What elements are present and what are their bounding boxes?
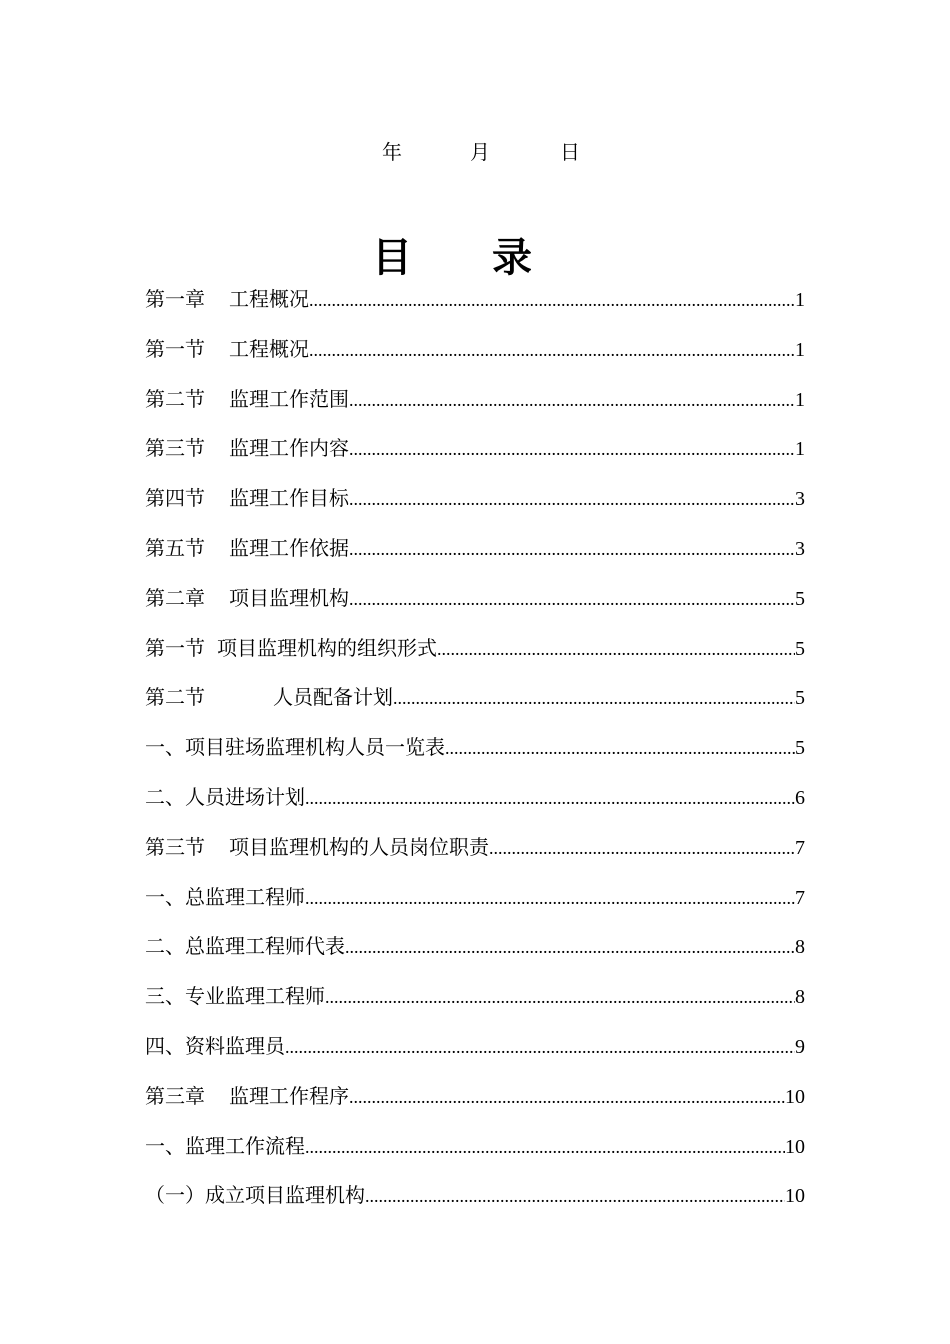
toc-entry[interactable]	[145, 334, 805, 384]
toc-entry-title: 项目监理机构	[229, 585, 349, 610]
toc-entry-prefix: 第三章	[145, 1083, 205, 1108]
toc-entry-page: 8	[795, 936, 805, 959]
toc-entry[interactable]	[145, 284, 805, 334]
toc-entry-page: 1	[795, 289, 805, 311]
toc-entry[interactable]	[145, 1131, 805, 1181]
toc-entry[interactable]	[145, 981, 805, 1031]
toc-entry-prefix: 第二节	[145, 685, 205, 710]
toc-entry-page: 1	[795, 438, 805, 461]
toc-entry[interactable]	[145, 583, 805, 633]
toc-title	[0, 226, 950, 286]
toc-entry[interactable]	[145, 433, 805, 483]
toc-entry-page: 8	[795, 986, 805, 1009]
toc-entry-title: 工程概况	[229, 336, 309, 361]
toc-title-char-1: 目	[372, 234, 412, 281]
toc-entry-title: 监理工作目标	[229, 486, 349, 511]
toc-entry-page: 7	[795, 886, 805, 909]
toc-entry-page: 5	[795, 737, 805, 760]
toc-entry-prefix: 第五节	[145, 535, 205, 560]
toc-entry-title: 二、总监理工程师代表	[145, 934, 345, 959]
toc-entry-page: 5	[795, 637, 805, 660]
toc-entry-title: 一、监理工作流程	[145, 1133, 305, 1158]
toc-entry[interactable]	[145, 384, 805, 434]
toc-entry-title: 四、资料监理员	[145, 1033, 285, 1058]
toc-entry-prefix: 第三节	[145, 834, 205, 859]
toc-entry-page: 10	[785, 1185, 805, 1208]
toc-entry[interactable]	[145, 732, 805, 782]
toc-entry-title: 工程概况	[229, 287, 309, 311]
toc-list	[145, 284, 805, 1230]
toc-entry-page: 6	[795, 786, 805, 809]
year-label: 年	[382, 140, 402, 164]
toc-entry-page: 1	[795, 388, 805, 411]
dot-leader	[437, 634, 795, 664]
toc-entry-page: 5	[795, 687, 805, 710]
toc-entry[interactable]	[145, 1180, 805, 1230]
toc-entry-title: 监理工作程序	[229, 1083, 349, 1108]
dot-leader	[285, 1032, 795, 1062]
dot-leader	[349, 1082, 785, 1112]
day-label: 日	[560, 140, 580, 164]
toc-entry-title: 项目监理机构的组织形式	[217, 635, 437, 660]
toc-entry-prefix: 第一节	[145, 635, 205, 660]
toc-entry-title: （一）成立项目监理机构	[145, 1183, 365, 1208]
toc-entry-page: 5	[795, 587, 805, 610]
toc-entry-page: 1	[795, 338, 805, 361]
month-label: 月	[470, 140, 490, 164]
toc-entry-title: 一、项目驻场监理机构人员一览表	[145, 735, 445, 760]
toc-entry-title: 项目监理机构的人员岗位职责	[229, 834, 489, 859]
dot-leader	[349, 434, 795, 464]
toc-entry-page: 10	[785, 1135, 805, 1158]
dot-leader	[365, 1181, 785, 1211]
dot-leader	[489, 833, 795, 863]
date-line	[0, 136, 950, 166]
dot-leader	[309, 285, 795, 315]
toc-entry[interactable]	[145, 882, 805, 932]
toc-entry[interactable]	[145, 483, 805, 533]
dot-leader	[445, 733, 795, 763]
dot-leader	[305, 883, 795, 913]
dot-leader	[325, 982, 795, 1012]
toc-entry[interactable]	[145, 633, 805, 683]
dot-leader	[349, 534, 795, 564]
toc-entry[interactable]	[145, 931, 805, 981]
toc-entry-title: 监理工作内容	[229, 436, 349, 461]
dot-leader	[349, 584, 795, 614]
dot-leader	[345, 932, 795, 962]
toc-entry[interactable]	[145, 682, 805, 732]
toc-entry-title: 二、人员进场计划	[145, 784, 305, 809]
toc-entry-title: 监理工作依据	[229, 535, 349, 560]
toc-entry-prefix: 第二节	[145, 386, 205, 411]
toc-entry-page: 10	[785, 1085, 805, 1108]
toc-entry-prefix: 第三节	[145, 436, 205, 461]
toc-entry-title: 三、专业监理工程师	[145, 984, 325, 1009]
toc-entry-title: 监理工作范围	[229, 386, 349, 411]
dot-leader	[305, 1132, 785, 1162]
toc-entry-title: 人员配备计划	[273, 685, 393, 710]
toc-entry-page: 3	[795, 537, 805, 560]
dot-leader	[309, 335, 795, 365]
toc-entry[interactable]	[145, 1081, 805, 1131]
toc-entry[interactable]	[145, 533, 805, 583]
toc-entry[interactable]	[145, 782, 805, 832]
toc-entry-prefix: 第一节	[145, 336, 205, 361]
toc-entry-page: 7	[795, 836, 805, 859]
dot-leader	[349, 484, 795, 514]
toc-entry[interactable]	[145, 832, 805, 882]
toc-entry-title: 一、总监理工程师	[145, 884, 305, 909]
toc-entry-prefix: 第一章	[145, 287, 205, 311]
toc-entry-prefix: 第二章	[145, 585, 205, 610]
dot-leader	[393, 683, 795, 713]
toc-entry-prefix: 第四节	[145, 486, 205, 511]
toc-title-char-2: 录	[492, 234, 532, 281]
dot-leader	[305, 783, 795, 813]
dot-leader	[349, 385, 795, 415]
toc-entry[interactable]	[145, 1031, 805, 1081]
toc-entry-page: 3	[795, 488, 805, 511]
toc-entry-page: 9	[795, 1035, 805, 1058]
